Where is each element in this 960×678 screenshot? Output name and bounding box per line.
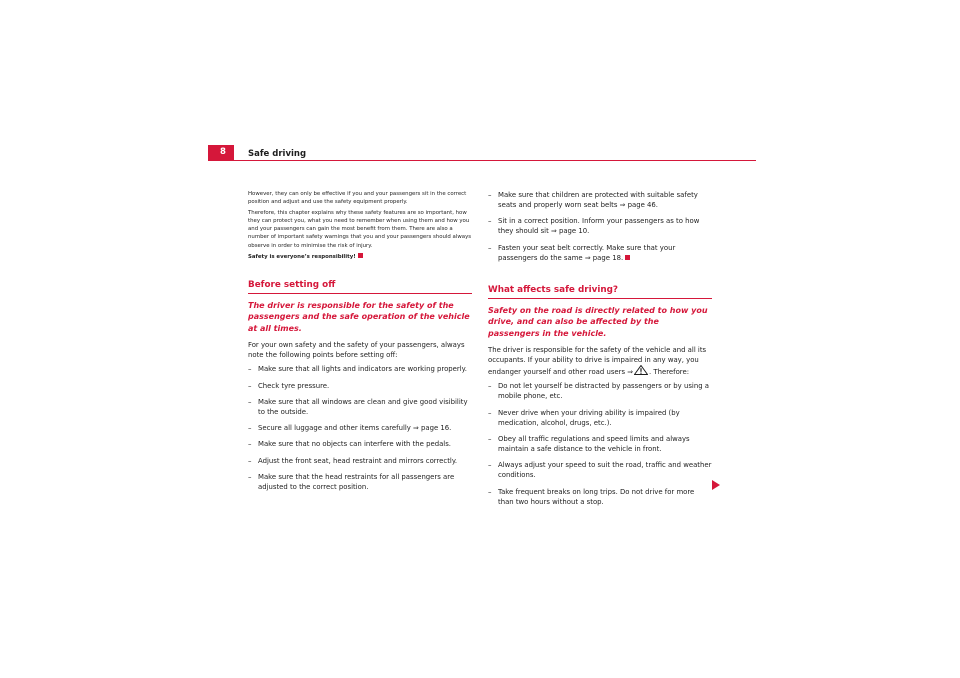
list-item-text: Make sure that all windows are clean and give good visibility to the outside. (258, 397, 468, 416)
dash: – (488, 191, 492, 199)
dash: – (248, 424, 252, 433)
list-item-text: Make sure that no objects can interfere with the pedals. (258, 440, 451, 449)
responsibility-text: Safety is everyone’s responsibility! (248, 253, 356, 260)
list-item (488, 408, 712, 428)
body-paragraph (488, 345, 712, 377)
dash: – (488, 408, 492, 417)
list-item-text: Do not let yourself be distracted by passengers or by using a mobile phone, etc. (498, 382, 709, 401)
list-item-text: Obey all traffic regulations and speed limits and always maintain a safe distance to the vehicle in front. (498, 434, 690, 453)
dash: – (488, 434, 492, 443)
list-item (488, 487, 712, 507)
running-header-title: Safe driving (248, 149, 307, 159)
section-subtitle-what-affects-safe-driving: Safety on the road is directly related to how you drive, and can also be affected by the passengers in the vehicle. (488, 305, 708, 338)
list-item (248, 397, 472, 417)
list-item (488, 216, 712, 236)
next-page-arrow-icon[interactable] (712, 480, 720, 490)
list-item-text: Never drive when your driving ability is impaired (by medication, alcohol, drugs, etc.). (498, 408, 680, 427)
checklist-continued (488, 190, 712, 263)
dash: – (488, 243, 492, 252)
section-title-what-affects-safe-driving: What affects safe driving? (488, 285, 712, 299)
list-item (488, 190, 712, 210)
dash: – (488, 461, 492, 470)
dash: – (248, 397, 252, 406)
list-item-text: Sit in a correct position. Inform your passengers as to how they should sit ⇒ page 10. (498, 217, 700, 236)
page-number: 8 (208, 145, 234, 160)
intro-paragraph-3 (248, 253, 472, 261)
intro-paragraph-2: Therefore, this chapter explains why these safety features are so important, how they can protect you, what you need to remember when using them and how you and your passengers can gain the most benefit from them. There are also a number of important safety warnings that you and your passengers should always observe in order to minimise the risk of injury. (248, 210, 472, 249)
right-column (488, 190, 712, 513)
list-item (488, 381, 712, 401)
warning-icon (634, 365, 648, 375)
list-item (248, 439, 472, 449)
checklist (248, 364, 472, 492)
body-text-part-1: The driver is responsible for the safety of the vehicle and all its occupants. If your ability to drive is impaired in any way, you endanger yourself and other road users ⇒ (488, 346, 707, 377)
list-item (248, 456, 472, 466)
list-item-text: Check tyre pressure. (258, 381, 330, 390)
list-item (248, 381, 472, 391)
dash: – (248, 365, 252, 374)
list-item (488, 434, 712, 454)
list-item-text: Secure all luggage and other items carefully ⇒ page 16. (258, 424, 452, 433)
section-title-before-setting-off: Before setting off (248, 280, 472, 294)
end-of-section-icon (358, 253, 363, 258)
body-paragraph: For your own safety and the safety of your passengers, always note the following points before setting off: (248, 341, 465, 360)
list-item (248, 364, 472, 374)
list-item-text: Make sure that children are protected with suitable safety seats and properly worn seat belts ⇒ page 46. (498, 191, 698, 209)
list-item-text: Take frequent breaks on long trips. Do not drive for more than two hours without a stop. (498, 487, 695, 506)
list-item (248, 423, 472, 433)
dash: – (248, 456, 252, 465)
list-item-text: Make sure that all lights and indicators are working properly. (258, 365, 467, 374)
dash: – (248, 381, 252, 390)
list-item (248, 472, 472, 492)
driving-rules-list (488, 381, 712, 506)
dash: – (248, 473, 252, 482)
list-item (488, 460, 712, 480)
intro-paragraph-1: However, they can only be effective if you and your passengers sit in the correct position and adjust and use the safety equipment properly. (248, 191, 467, 206)
list-item (488, 243, 712, 263)
list-item-text: Adjust the front seat, head restraint and mirrors correctly. (258, 456, 458, 465)
dash: – (488, 487, 492, 496)
dash: – (488, 217, 492, 226)
section-subtitle-before-setting-off: The driver is responsible for the safety of the passengers and the safe operation of the vehicle at all times. (248, 300, 470, 333)
list-item-text: Fasten your seat belt correctly. Make sure that your passengers do the same ⇒ page 18. (498, 243, 676, 262)
left-column (248, 190, 472, 498)
list-item-text: Always adjust your speed to suit the road, traffic and weather conditions. (498, 461, 712, 480)
body-text-part-2: . Therefore: (649, 368, 690, 377)
dash: – (248, 440, 252, 449)
header-rule (208, 160, 756, 161)
end-of-section-icon (625, 255, 630, 260)
list-item-text: Make sure that the head restraints for all passengers are adjusted to the correct position. (258, 473, 455, 492)
dash: – (488, 382, 492, 391)
